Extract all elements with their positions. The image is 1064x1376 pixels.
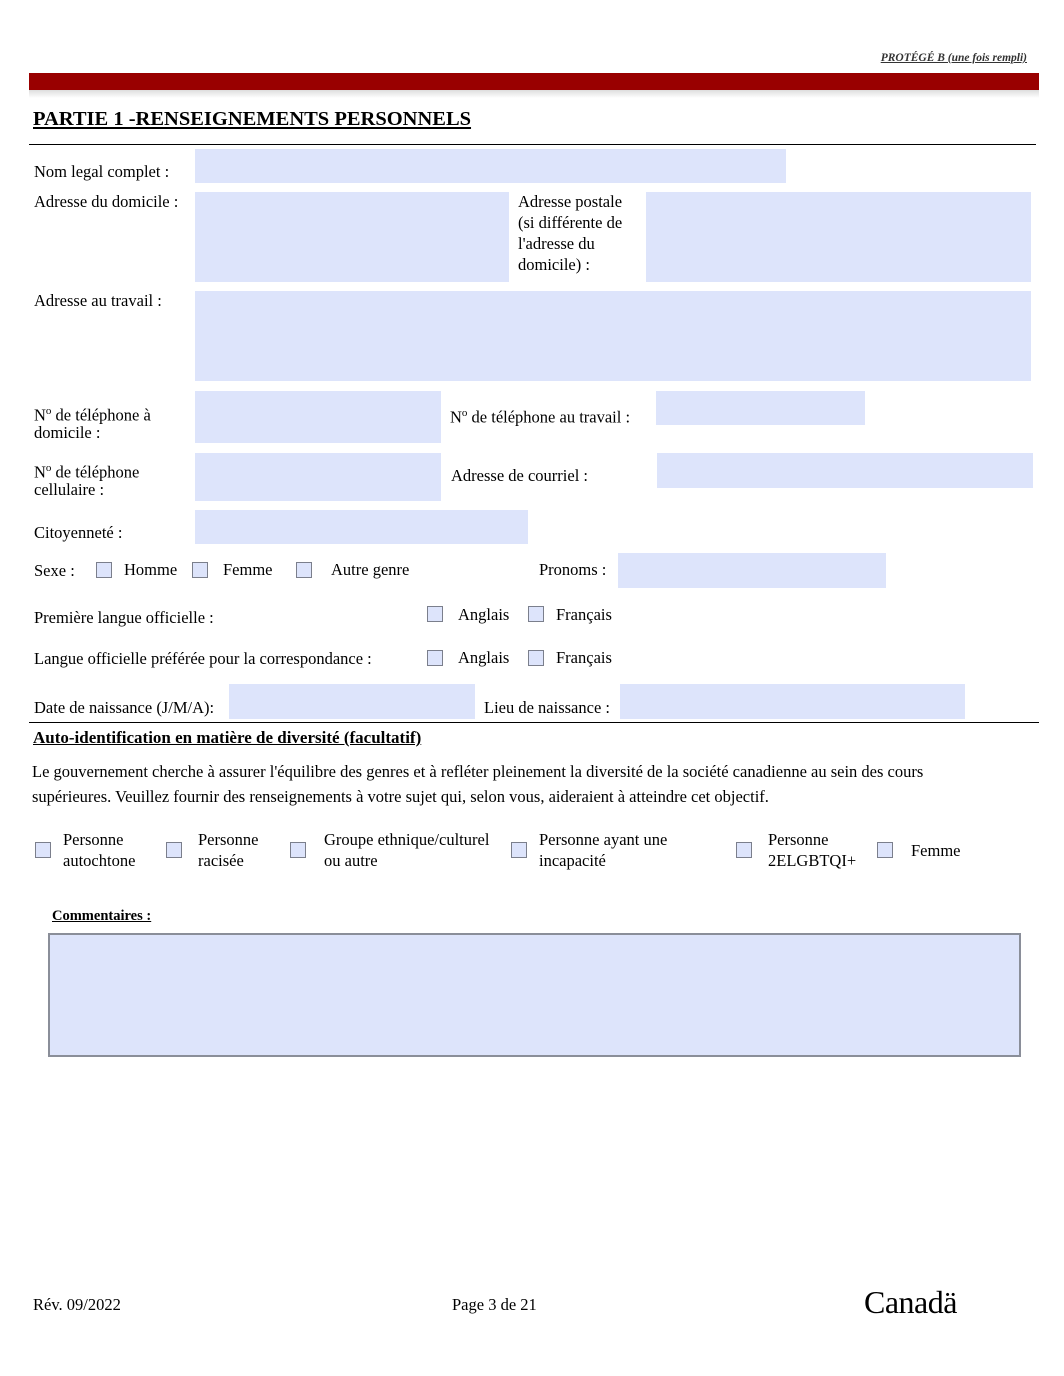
no-sup: o <box>45 462 52 474</box>
diversity-racialized-checkbox[interactable] <box>166 842 182 858</box>
diversity-indigenous-label-2: autochtone <box>63 851 136 870</box>
dob-input[interactable] <box>229 684 475 719</box>
email-label: Adresse de courriel : <box>451 466 588 485</box>
full-name-label: Nom legal complet : <box>34 162 170 181</box>
diversity-2slgbtqi-label-1: Personne <box>768 830 829 849</box>
title-rule <box>29 144 1036 145</box>
diversity-woman-label: Femme <box>911 841 961 860</box>
dob-label: Date de naissance (J/M/A): <box>34 698 215 717</box>
diversity-indigenous-label-1: Personne <box>63 830 124 849</box>
no-prefix: N <box>34 462 46 482</box>
sex-male-checkbox[interactable] <box>96 562 112 578</box>
home-phone-input[interactable] <box>195 391 441 443</box>
diversity-ethnic-checkbox[interactable] <box>290 842 306 858</box>
pronouns-input[interactable] <box>618 553 886 588</box>
cell-phone-input[interactable] <box>195 453 441 501</box>
first-language-english-label: Anglais <box>458 605 510 624</box>
diversity-indigenous-checkbox[interactable] <box>35 842 51 858</box>
footer-page-number: Page 3 de 21 <box>452 1295 537 1314</box>
birthplace-input[interactable] <box>620 684 965 719</box>
postal-address-label-1: Adresse postale <box>518 192 623 211</box>
home-address-label: Adresse du domicile : <box>34 192 179 211</box>
header-bar-shadow <box>29 90 1039 98</box>
diversity-disability-label-1: Personne ayant une <box>539 830 668 849</box>
comments-input[interactable] <box>48 933 1021 1057</box>
header-bar <box>29 73 1039 90</box>
postal-address-label-3: l'adresse du <box>518 234 595 253</box>
sex-female-checkbox[interactable] <box>192 562 208 578</box>
diversity-racialized-label-2: racisée <box>198 851 244 870</box>
pronouns-label: Pronoms : <box>539 560 607 579</box>
work-address-input[interactable] <box>195 291 1031 381</box>
cell-phone-label-2: cellulaire : <box>34 480 105 499</box>
part-title: PARTIE 1 -RENSEIGNEMENTS PERSONNELS <box>33 108 472 130</box>
full-name-input[interactable] <box>195 149 786 183</box>
work-phone-text: de téléphone au travail : <box>467 407 631 427</box>
no-sup: o <box>461 407 468 419</box>
work-phone-label <box>450 403 630 428</box>
diversity-intro-line-1: Le gouvernement cherche à assurer l'équilibre des genres et à refléter pleinement la diversité de la société canadienne au sein des cours <box>32 762 924 781</box>
no-prefix: N <box>34 405 46 425</box>
first-language-french-checkbox[interactable] <box>528 606 544 622</box>
diversity-2slgbtqi-checkbox[interactable] <box>736 842 752 858</box>
diversity-disability-label-2: incapacité <box>539 851 606 870</box>
work-address-label: Adresse au travail : <box>34 291 162 310</box>
no-sup: o <box>45 405 52 417</box>
home-phone-label-2: domicile : <box>34 423 101 442</box>
preferred-language-english-checkbox[interactable] <box>427 650 443 666</box>
postal-address-label-4: domicile) : <box>518 255 590 274</box>
diversity-ethnic-label-2: ou autre <box>324 851 378 870</box>
first-language-label: Première langue officielle : <box>34 608 214 627</box>
sex-male-label: Homme <box>124 560 178 579</box>
work-phone-input[interactable] <box>656 391 865 425</box>
diversity-racialized-label-1: Personne <box>198 830 259 849</box>
sex-other-checkbox[interactable] <box>296 562 312 578</box>
postal-address-label-2: (si différente de <box>518 213 623 232</box>
sex-female-label: Femme <box>223 560 273 579</box>
section-rule <box>29 722 1039 723</box>
preferred-language-french-checkbox[interactable] <box>528 650 544 666</box>
diversity-2slgbtqi-label-2: 2ELGBTQI+ <box>768 851 857 870</box>
home-phone-text: de téléphone à <box>51 405 151 425</box>
comments-label: Commentaires : <box>52 908 152 924</box>
first-language-english-checkbox[interactable] <box>427 606 443 622</box>
birthplace-label: Lieu de naissance : <box>484 698 610 717</box>
preferred-language-french-label: Français <box>556 648 612 667</box>
diversity-disability-checkbox[interactable] <box>511 842 527 858</box>
footer-revision: Rév. 09/2022 <box>33 1295 121 1314</box>
classification-label: PROTÉGÉ B (une fois rempli) <box>880 52 1027 64</box>
diversity-woman-checkbox[interactable] <box>877 842 893 858</box>
first-language-french-label: Français <box>556 605 612 624</box>
postal-address-input[interactable] <box>646 192 1031 282</box>
citizenship-label: Citoyenneté : <box>34 523 123 542</box>
canada-wordmark: Canadä <box>864 1284 957 1320</box>
citizenship-input[interactable] <box>195 510 528 544</box>
email-input[interactable] <box>657 453 1033 488</box>
sex-other-label: Autre genre <box>331 560 410 579</box>
preferred-language-english-label: Anglais <box>458 648 510 667</box>
preferred-language-label: Langue officielle préférée pour la correspondance : <box>34 649 372 668</box>
cell-phone-text: de téléphone <box>51 462 140 482</box>
diversity-ethnic-label-1: Groupe ethnique/culturel <box>324 830 490 849</box>
diversity-intro-line-2: supérieures. Veuillez fournir des renseignements à votre sujet qui, selon vous, aideraient à atteindre cet objectif. <box>32 787 769 806</box>
sex-label: Sexe : <box>34 561 75 580</box>
no-prefix: N <box>450 407 462 427</box>
diversity-title: Auto-identification en matière de diversité (facultatif) <box>33 728 422 747</box>
home-address-input[interactable] <box>195 192 509 282</box>
